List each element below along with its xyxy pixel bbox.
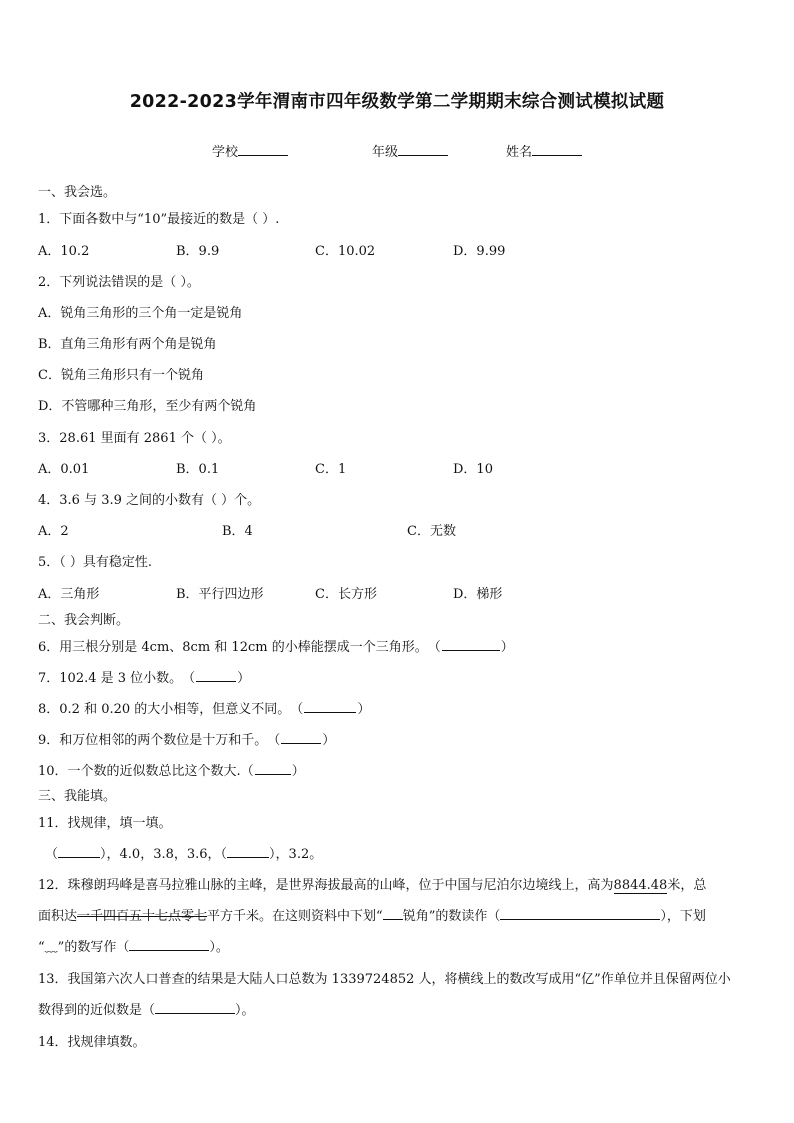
q12-write-blank[interactable] — [129, 937, 209, 951]
q4-option-b[interactable]: B．4 — [222, 524, 253, 539]
q2-option-c[interactable]: C．锐角三角形只有一个锐角 — [38, 368, 204, 383]
q6-answer-paren[interactable]: （ ） — [428, 636, 514, 655]
q5-option-b[interactable]: B．平行四边形 — [176, 587, 264, 602]
section-heading-judge: 二、我会判断。 — [38, 613, 130, 628]
q5-option-c[interactable]: C．长方形 — [315, 587, 377, 602]
q12-underline-mark — [383, 906, 403, 920]
q2-option-b[interactable]: B．直角三角形有两个角是锐角 — [38, 337, 217, 352]
q12-area-text: 一千四百五十七点零七 — [77, 909, 208, 924]
q4-option-a[interactable]: A．2 — [38, 524, 69, 539]
q9-text: 9．和万位相邻的两个数位是十万和千。 — [38, 733, 268, 748]
question-10 — [38, 760, 305, 779]
q3-option-b[interactable]: B．0.1 — [176, 462, 220, 477]
q11-blank-1[interactable] — [58, 844, 100, 858]
q7-answer-paren[interactable]: （ ） — [182, 667, 250, 686]
q1-option-b[interactable]: B．9.9 — [176, 244, 220, 259]
q7-text: 7．102.4 是 3 位小数。 — [38, 671, 183, 686]
q12-read-blank[interactable] — [500, 906, 660, 920]
q10-answer-paren[interactable]: （ ） — [241, 760, 305, 779]
q12-underlined-height: 8844.48 — [613, 878, 668, 893]
q1-option-a[interactable]: A．10.2 — [38, 244, 90, 259]
grade-label: 年级 — [372, 145, 399, 160]
q11-blank-2[interactable] — [227, 844, 269, 858]
school-label: 学校 — [212, 145, 239, 160]
q1-option-c[interactable]: C．10.02 — [315, 244, 376, 259]
q12-wavy-mark: ﹏ — [44, 940, 58, 955]
q3-option-d[interactable]: D．10 — [453, 462, 493, 477]
question-11-sequence: （ ），4.0，3.8，3.6，（ ），3.2。 — [45, 843, 322, 862]
grade-field[interactable] — [372, 141, 448, 160]
q2-option-d[interactable]: D．不管哪种三角形，至少有两个锐角 — [38, 399, 257, 414]
q2-option-a[interactable]: A．锐角三角形的三个角一定是锐角 — [38, 306, 243, 321]
question-13-line-1: 13．我国第六次人口普查的结果是大陆人口总数为 1339724852 人，将横线上的数改写成用“亿”作单位并且保留两位小 — [38, 972, 731, 987]
question-8 — [38, 698, 370, 717]
school-blank[interactable] — [238, 142, 288, 156]
question-1-stem: 1．下面各数中与“10”最接近的数是（ ）. — [38, 212, 280, 227]
question-12-line-3: “﹏”的数写作（ ）。 — [38, 936, 229, 955]
q10-text: 10．一个数的近似数总比这个数大. — [38, 764, 241, 779]
question-5-stem: 5．（ ）具有稳定性. — [38, 555, 153, 570]
school-field[interactable] — [212, 141, 288, 160]
q6-answer-blank[interactable] — [442, 637, 500, 651]
q3-option-c[interactable]: C．1 — [315, 462, 347, 477]
question-11-stem: 11．找规律，填一填。 — [38, 816, 172, 831]
question-13-line-2: 数得到的近似数是（ ）。 — [38, 999, 255, 1018]
question-4-stem: 4．3.6 与 3.9 之间的小数有（ ）个。 — [38, 493, 261, 508]
q5-option-a[interactable]: A．三角形 — [38, 587, 100, 602]
question-14-stem: 14．找规律填数。 — [38, 1035, 146, 1050]
question-6 — [38, 636, 514, 655]
q5-option-d[interactable]: D．梯形 — [453, 587, 503, 602]
q4-option-c[interactable]: C．无数 — [407, 524, 456, 539]
question-9 — [38, 729, 335, 748]
question-12-line-2: 面积达一千四百五十七点零七平方千米。在这则资料中下划“ 锐角”的数读作（ ），下划 — [38, 905, 706, 924]
name-field[interactable] — [506, 141, 582, 160]
question-7 — [38, 667, 250, 686]
q3-option-a[interactable]: A．0.01 — [38, 462, 90, 477]
section-heading-fill: 三、我能填。 — [38, 789, 117, 804]
q13-answer-blank[interactable] — [155, 1000, 235, 1014]
q1-option-d[interactable]: D．9.99 — [453, 244, 506, 259]
question-3-stem: 3．28.61 里面有 2861 个（ ）。 — [38, 431, 231, 446]
section-heading-choice: 一、我会选。 — [38, 185, 117, 200]
q8-answer-paren[interactable]: （ ） — [290, 698, 370, 717]
q7-answer-blank[interactable] — [196, 668, 236, 682]
q8-answer-blank[interactable] — [304, 699, 356, 713]
q9-answer-paren[interactable]: （ ） — [267, 729, 335, 748]
q9-answer-blank[interactable] — [281, 730, 321, 744]
name-blank[interactable] — [532, 142, 582, 156]
grade-blank[interactable] — [398, 142, 448, 156]
q6-text: 6．用三根分别是 4cm、8cm 和 12cm 的小棒能摆成一个三角形。 — [38, 640, 428, 655]
question-12-line-1: 12．珠穆朗玛峰是喜马拉雅山脉的主峰，是世界海拔最高的山峰，位于中国与尼泊尔边境线上，高为8844.48米，总 — [38, 878, 707, 893]
question-2-stem: 2．下列说法错误的是（ ）。 — [38, 275, 200, 290]
page-title: 2022-2023学年渭南市四年级数学第二学期期末综合测试模拟试题 — [129, 92, 665, 112]
name-label: 姓名 — [506, 145, 533, 160]
q8-text: 8．0.2 和 0.20 的大小相等，但意义不同。 — [38, 702, 291, 717]
q10-answer-blank[interactable] — [255, 761, 291, 775]
